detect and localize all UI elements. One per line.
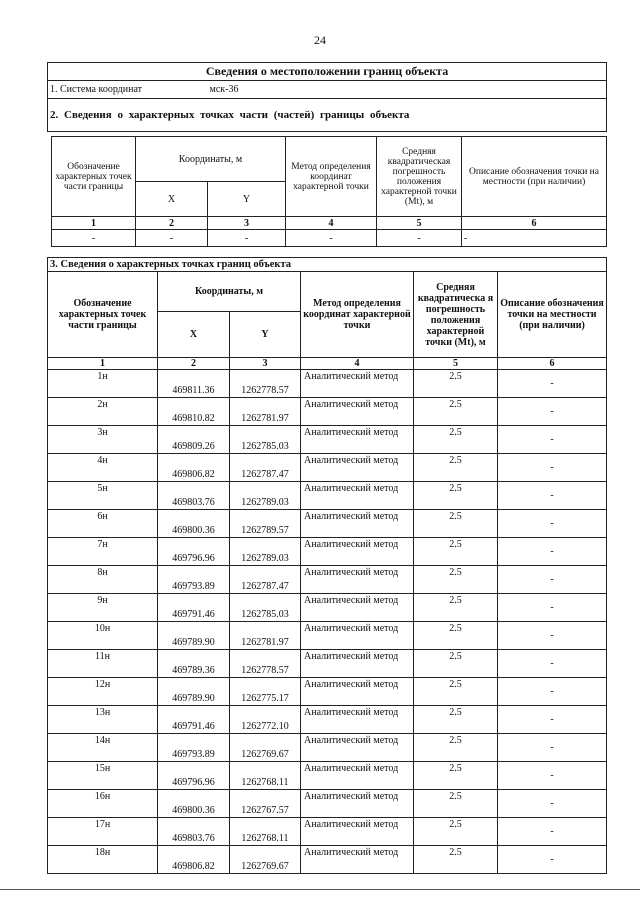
coord-y: 1262789.03 (230, 538, 301, 566)
method-cell: Аналитический метод (301, 734, 414, 762)
coord-y: 1262789.03 (230, 482, 301, 510)
table-row (48, 790, 607, 818)
part3-table (47, 257, 607, 874)
p2-header-coords: Координаты, м (136, 137, 286, 182)
table-row (48, 426, 607, 454)
coord-x: 469791.46 (158, 594, 230, 622)
table-row (48, 818, 607, 846)
p2-col-num: 4 (286, 217, 377, 230)
description-cell: - (498, 706, 607, 734)
coord-x: 469796.96 (158, 762, 230, 790)
description-cell: - (498, 370, 607, 398)
page-number: 24 (314, 33, 326, 47)
p3-header-x: X (158, 312, 230, 358)
accuracy-cell: 2.5 (414, 734, 498, 762)
method-cell: Аналитический метод (301, 510, 414, 538)
description-cell: - (498, 762, 607, 790)
point-id: 2н (48, 398, 158, 426)
coord-y: 1262767.57 (230, 790, 301, 818)
point-id: 11н (48, 650, 158, 678)
accuracy-cell: 2.5 (414, 706, 498, 734)
table-row (48, 482, 607, 510)
coord-y: 1262768.11 (230, 762, 301, 790)
footer-rule (0, 889, 640, 890)
p2-col-num: 3 (208, 217, 286, 230)
coord-x: 469806.82 (158, 454, 230, 482)
accuracy-cell: 2.5 (414, 762, 498, 790)
method-cell: Аналитический метод (301, 370, 414, 398)
method-cell: Аналитический метод (301, 482, 414, 510)
coord-y: 1262781.97 (230, 622, 301, 650)
accuracy-cell: 2.5 (414, 790, 498, 818)
coord-y: 1262789.57 (230, 510, 301, 538)
table-row (48, 398, 607, 426)
coord-x: 469806.82 (158, 846, 230, 874)
table-row (48, 762, 607, 790)
point-id: 5н (48, 482, 158, 510)
p2-empty-cell: - (462, 230, 607, 247)
point-id: 15н (48, 762, 158, 790)
method-cell: Аналитический метод (301, 426, 414, 454)
p3-col-num: 4 (301, 358, 414, 370)
coord-y: 1262781.97 (230, 398, 301, 426)
accuracy-cell: 2.5 (414, 566, 498, 594)
table-row (48, 846, 607, 874)
coord-y: 1262769.67 (230, 734, 301, 762)
method-cell: Аналитический метод (301, 650, 414, 678)
coord-x: 469789.36 (158, 650, 230, 678)
description-cell: - (498, 426, 607, 454)
p3-col-num: 2 (158, 358, 230, 370)
point-id: 4н (48, 454, 158, 482)
description-cell: - (498, 454, 607, 482)
coord-y: 1262785.03 (230, 426, 301, 454)
method-cell: Аналитический метод (301, 678, 414, 706)
description-cell: - (498, 678, 607, 706)
point-id: 7н (48, 538, 158, 566)
part2-title: 2. Сведения о характерных точках части (частей) границы объекта (48, 99, 607, 132)
description-cell: - (498, 790, 607, 818)
p3-header-accuracy: Средняя квадратическа я погрешность положения характерной точки (Mt), м (414, 272, 498, 358)
coord-x: 469800.36 (158, 790, 230, 818)
coord-x: 469789.90 (158, 678, 230, 706)
table-row (48, 510, 607, 538)
method-cell: Аналитический метод (301, 398, 414, 426)
coord-x: 469796.96 (158, 538, 230, 566)
coord-y: 1262785.03 (230, 594, 301, 622)
coord-x: 469793.89 (158, 734, 230, 762)
coord-x: 469811.36 (158, 370, 230, 398)
method-cell: Аналитический метод (301, 818, 414, 846)
table-row (48, 622, 607, 650)
coord-y: 1262778.57 (230, 650, 301, 678)
point-id: 16н (48, 790, 158, 818)
coord-x: 469800.36 (158, 510, 230, 538)
p2-header-designation: Обозначение характерных точек части границы (52, 137, 136, 217)
description-cell: - (498, 846, 607, 874)
p2-empty-cell: - (208, 230, 286, 247)
p2-col-num: 5 (377, 217, 462, 230)
p2-empty-cell: - (52, 230, 136, 247)
p2-header-accuracy: Средняя квадратическая погрешность положения характерной точки (Mt), м (377, 137, 462, 217)
method-cell: Аналитический метод (301, 566, 414, 594)
p3-col-num: 6 (498, 358, 607, 370)
point-id: 17н (48, 818, 158, 846)
accuracy-cell: 2.5 (414, 846, 498, 874)
coord-y: 1262775.17 (230, 678, 301, 706)
p3-col-num: 3 (230, 358, 301, 370)
point-id: 8н (48, 566, 158, 594)
point-id: 3н (48, 426, 158, 454)
description-cell: - (498, 650, 607, 678)
table-row (48, 650, 607, 678)
accuracy-cell: 2.5 (414, 818, 498, 846)
accuracy-cell: 2.5 (414, 370, 498, 398)
part2-table (51, 136, 607, 247)
part3-title: 3. Сведения о характерных точках границ объекта (48, 258, 607, 272)
point-id: 12н (48, 678, 158, 706)
method-cell: Аналитический метод (301, 622, 414, 650)
table-row (48, 370, 607, 398)
point-id: 9н (48, 594, 158, 622)
coord-y: 1262769.67 (230, 846, 301, 874)
coord-y: 1262772.10 (230, 706, 301, 734)
method-cell: Аналитический метод (301, 594, 414, 622)
table-row (48, 538, 607, 566)
description-cell: - (498, 734, 607, 762)
description-cell: - (498, 818, 607, 846)
accuracy-cell: 2.5 (414, 510, 498, 538)
point-id: 6н (48, 510, 158, 538)
method-cell: Аналитический метод (301, 790, 414, 818)
description-cell: - (498, 594, 607, 622)
p2-header-method: Метод определения координат характерной точки (286, 137, 377, 217)
p3-header-method: Метод определения координат характерной точки (301, 272, 414, 358)
table-row (48, 566, 607, 594)
accuracy-cell: 2.5 (414, 622, 498, 650)
coord-y: 1262778.57 (230, 370, 301, 398)
table-row (48, 594, 607, 622)
p2-col-num: 6 (462, 217, 607, 230)
p2-empty-cell: - (377, 230, 462, 247)
p2-header-x: X (136, 182, 208, 217)
coord-x: 469803.76 (158, 818, 230, 846)
coord-system-label: 1. Система координат (48, 81, 208, 99)
p3-header-designation: Обозначение характерных точек части границы (48, 272, 158, 358)
p3-header-y: Y (230, 312, 301, 358)
p2-empty-cell: - (286, 230, 377, 247)
method-cell: Аналитический метод (301, 706, 414, 734)
point-id: 18н (48, 846, 158, 874)
p3-col-num: 5 (414, 358, 498, 370)
coord-y: 1262787.47 (230, 566, 301, 594)
table-row (48, 454, 607, 482)
accuracy-cell: 2.5 (414, 594, 498, 622)
coord-system-value: мск-36 (208, 81, 607, 99)
part3-rows (48, 370, 607, 874)
table-row (48, 706, 607, 734)
coord-x: 469809.26 (158, 426, 230, 454)
point-id: 10н (48, 622, 158, 650)
point-id: 13н (48, 706, 158, 734)
accuracy-cell: 2.5 (414, 538, 498, 566)
coord-y: 1262768.11 (230, 818, 301, 846)
p2-col-num: 1 (52, 217, 136, 230)
info-table (47, 62, 607, 132)
table-row (48, 734, 607, 762)
description-cell: - (498, 510, 607, 538)
description-cell: - (498, 622, 607, 650)
description-cell: - (498, 398, 607, 426)
p3-col-num: 1 (48, 358, 158, 370)
accuracy-cell: 2.5 (414, 398, 498, 426)
coord-x: 469789.90 (158, 622, 230, 650)
coord-x: 469803.76 (158, 482, 230, 510)
accuracy-cell: 2.5 (414, 482, 498, 510)
point-id: 14н (48, 734, 158, 762)
table-row (48, 678, 607, 706)
method-cell: Аналитический метод (301, 846, 414, 874)
p2-header-description: Описание обозначения точки на местности (при наличии) (462, 137, 607, 217)
accuracy-cell: 2.5 (414, 426, 498, 454)
coord-x: 469810.82 (158, 398, 230, 426)
p2-header-y: Y (208, 182, 286, 217)
method-cell: Аналитический метод (301, 762, 414, 790)
p3-header-description: Описание обозначения точки на местности (при наличии) (498, 272, 607, 358)
method-cell: Аналитический метод (301, 454, 414, 482)
coord-x: 469791.46 (158, 706, 230, 734)
coord-x: 469793.89 (158, 566, 230, 594)
accuracy-cell: 2.5 (414, 454, 498, 482)
p3-header-coords: Координаты, м (158, 272, 301, 312)
coord-y: 1262787.47 (230, 454, 301, 482)
description-cell: - (498, 566, 607, 594)
section-title: Сведения о местоположении границ объекта (48, 63, 607, 81)
point-id: 1н (48, 370, 158, 398)
description-cell: - (498, 538, 607, 566)
p2-col-num: 2 (136, 217, 208, 230)
method-cell: Аналитический метод (301, 538, 414, 566)
accuracy-cell: 2.5 (414, 650, 498, 678)
accuracy-cell: 2.5 (414, 678, 498, 706)
p2-empty-cell: - (136, 230, 208, 247)
description-cell: - (498, 482, 607, 510)
